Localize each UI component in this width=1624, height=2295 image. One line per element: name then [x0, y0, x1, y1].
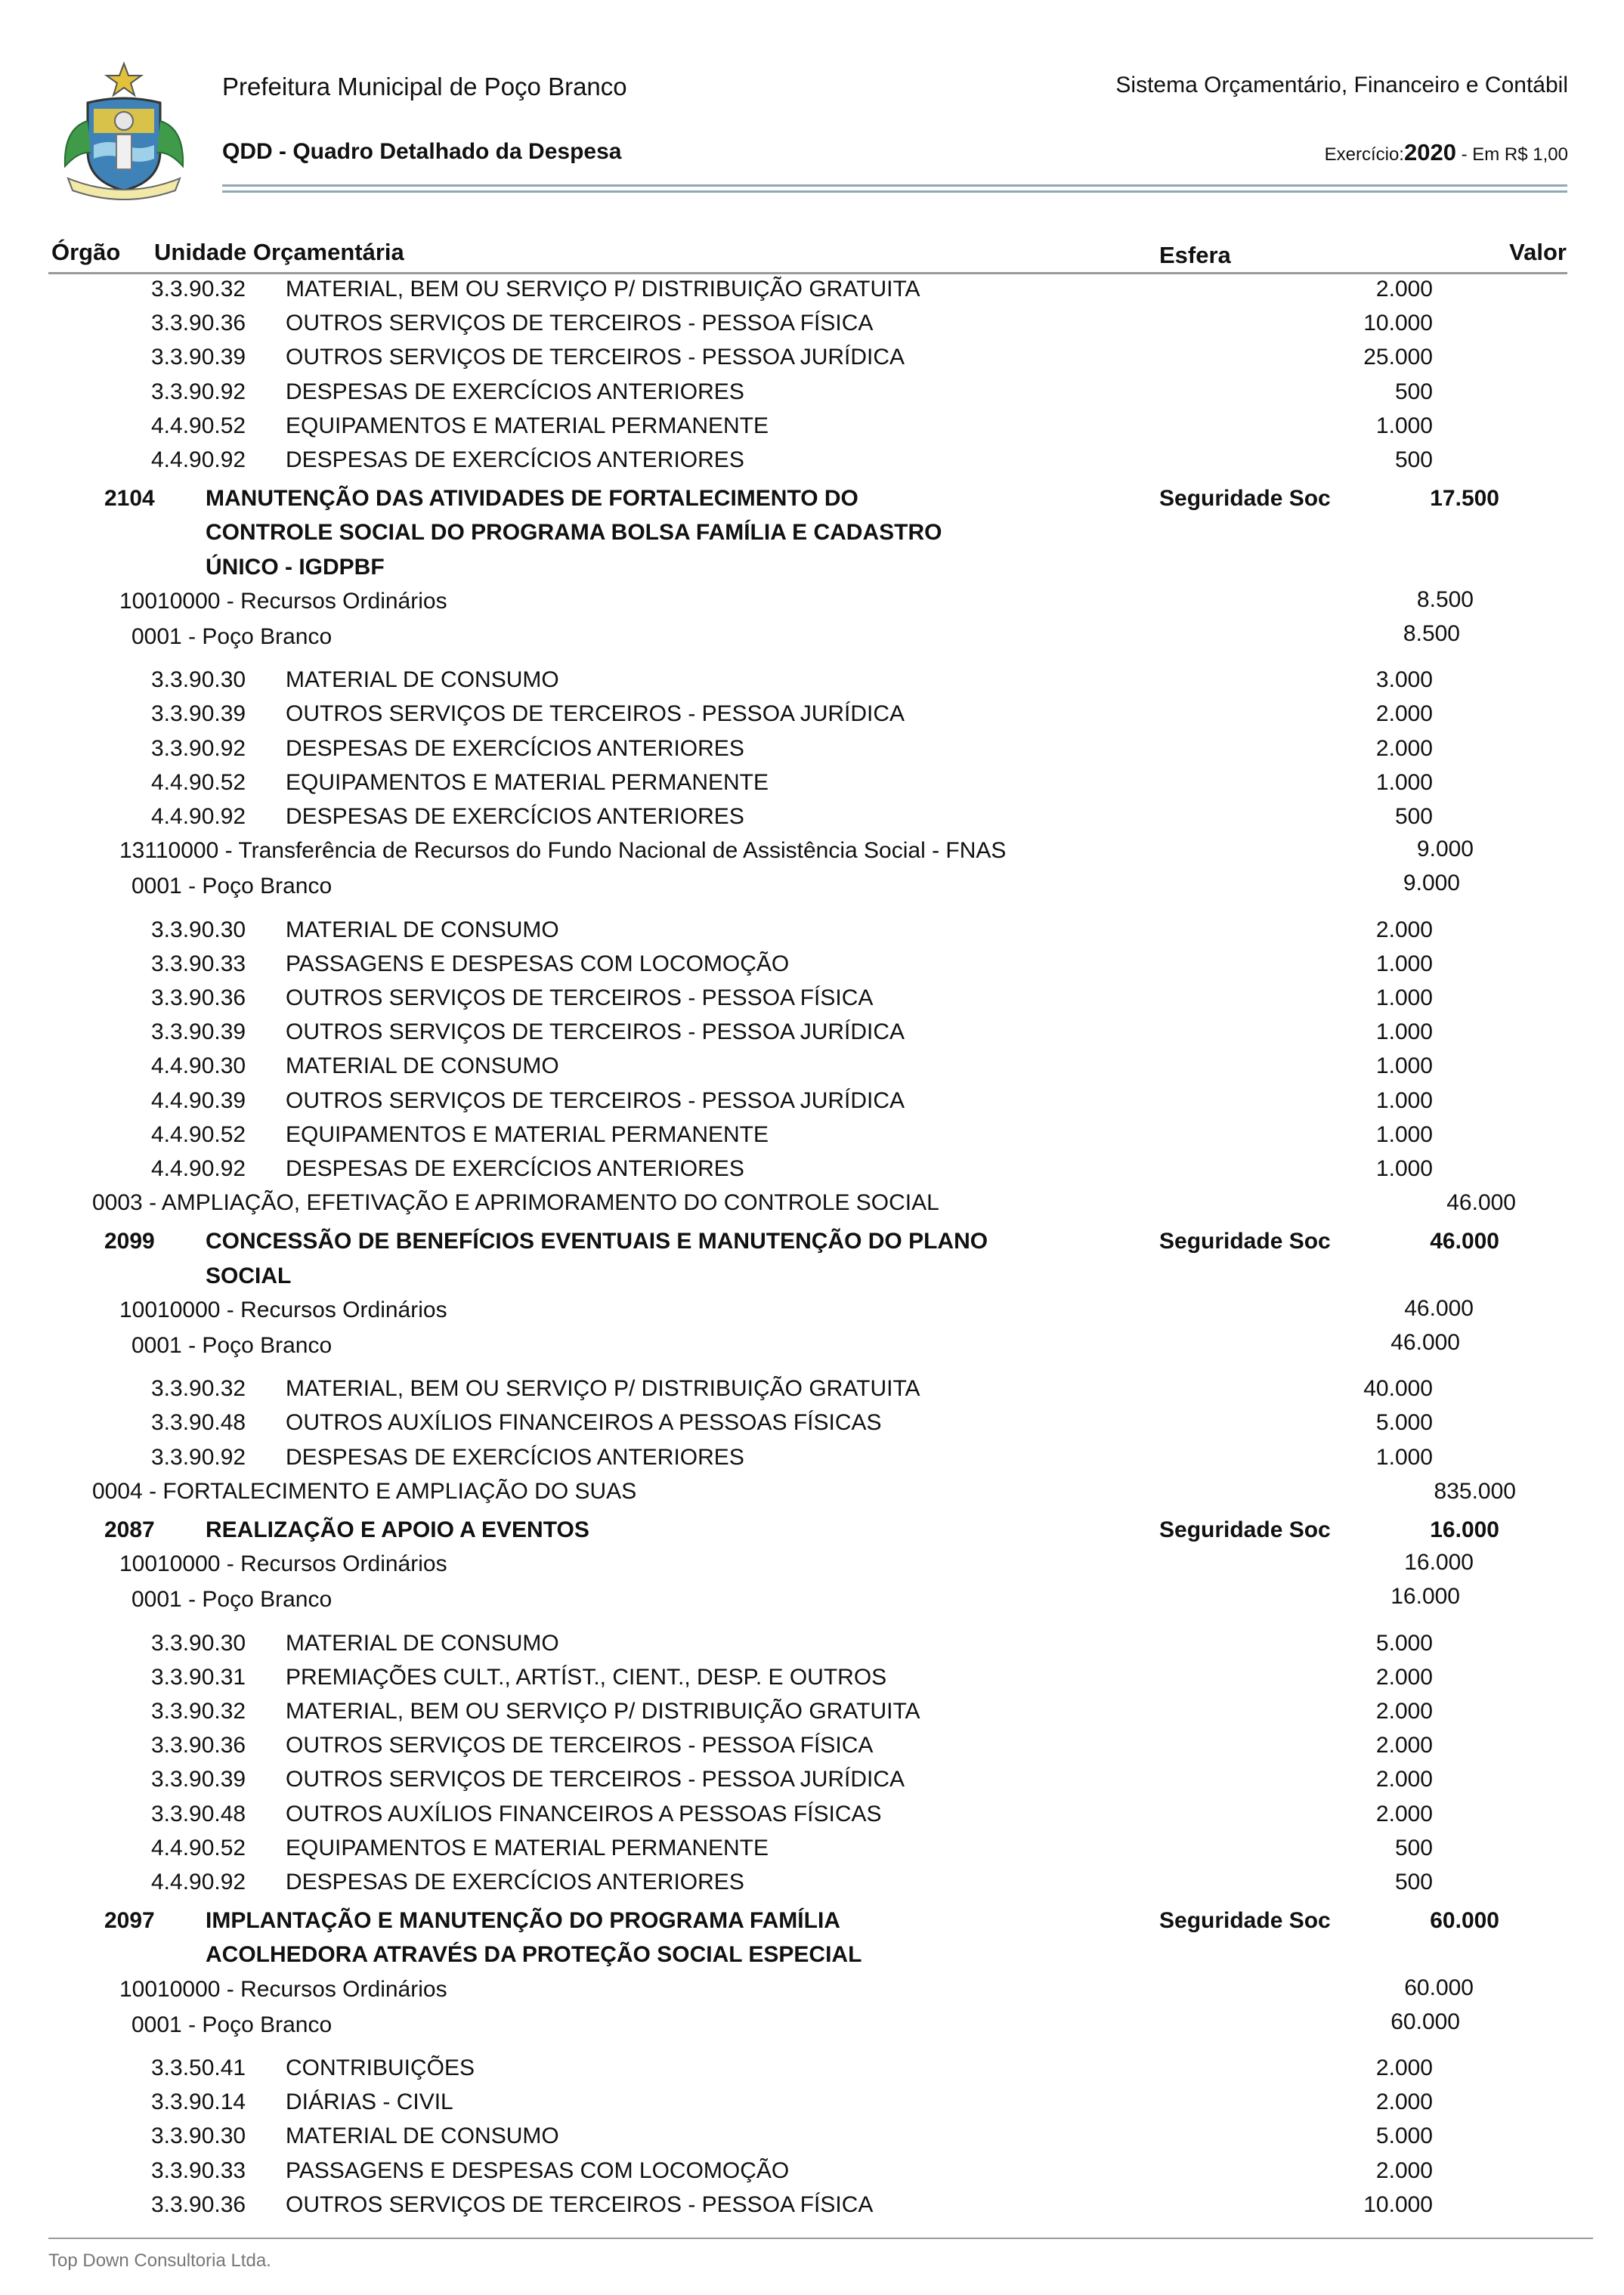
element-code: 3.3.90.32 — [151, 1376, 246, 1402]
resource-source: 10010000 - Recursos Ordinários — [119, 1551, 447, 1577]
element-description: OUTROS AUXÍLIOS FINANCEIROS A PESSOAS FÍSICAS — [286, 1410, 882, 1436]
row-value: 2.000 — [1375, 701, 1433, 727]
element-description: DESPESAS DE EXERCÍCIOS ANTERIORES — [286, 1156, 744, 1181]
element-code: 3.3.90.39 — [151, 701, 246, 727]
element-code: 3.3.90.32 — [151, 1699, 246, 1724]
row-value: 10.000 — [1363, 2191, 1433, 2217]
footer-divider — [48, 2238, 1593, 2239]
element-description: OUTROS SERVIÇOS DE TERCEIROS - PESSOA FÍSICA — [286, 985, 874, 1010]
row-value: 60.000 — [1404, 1975, 1474, 2000]
action-code: 2087 — [104, 1517, 155, 1542]
row-value: 1.000 — [1375, 1087, 1433, 1113]
action-title-line: MANUTENÇÃO DAS ATIVIDADES DE FORTALECIMENTO DO — [206, 486, 858, 512]
currency-note: - Em R$ 1,00 — [1455, 144, 1568, 165]
esfera-value: Seguridade Soc — [1159, 486, 1331, 512]
element-code: 3.3.90.33 — [151, 951, 246, 976]
row-value: 2.000 — [1375, 735, 1433, 761]
element-description: DESPESAS DE EXERCÍCIOS ANTERIORES — [286, 447, 744, 472]
row-value: 2.000 — [1375, 2089, 1433, 2115]
element-code: 3.3.90.32 — [151, 277, 246, 302]
row-value: 1.000 — [1375, 1121, 1433, 1147]
element-description: MATERIAL DE CONSUMO — [286, 667, 559, 693]
row-value: 1.000 — [1375, 413, 1433, 438]
action-title-line: CONTROLE SOCIAL DO PROGRAMA BOLSA FAMÍLIA E CADASTRO — [206, 520, 942, 546]
row-value: 46.000 — [1430, 1229, 1499, 1254]
system-name: Sistema Orçamentário, Financeiro e Contábil — [1115, 73, 1568, 97]
action-title-line: IMPLANTAÇÃO E MANUTENÇÃO DO PROGRAMA FAMÍLIA — [206, 1908, 840, 1934]
row-value: 2.000 — [1375, 1801, 1433, 1826]
element-description: DESPESAS DE EXERCÍCIOS ANTERIORES — [286, 1870, 744, 1894]
row-value: 8.500 — [1416, 586, 1474, 612]
row-value: 40.000 — [1363, 1376, 1433, 1402]
row-value: 46.000 — [1404, 1295, 1474, 1321]
resource-location: 0001 - Poço Branco — [131, 624, 333, 649]
resource-source: 10010000 - Recursos Ordinários — [119, 1976, 447, 2002]
resource-location: 0001 - Poço Branco — [131, 2012, 333, 2037]
element-description: MATERIAL, BEM OU SERVIÇO P/ DISTRIBUIÇÃO GRATUITA — [286, 1376, 920, 1402]
element-description: OUTROS SERVIÇOS DE TERCEIROS - PESSOA JURÍDICA — [286, 701, 905, 727]
element-code: 3.3.90.14 — [151, 2089, 246, 2115]
column-header-unidade: Unidade Orçamentária — [154, 239, 404, 265]
exercise-info — [1325, 139, 1568, 166]
element-code: 4.4.90.52 — [151, 413, 246, 438]
row-value: 8.500 — [1403, 621, 1460, 646]
action-code: 2097 — [104, 1908, 155, 1934]
column-header-divider — [48, 272, 1567, 274]
element-code: 3.3.90.48 — [151, 1801, 246, 1826]
element-code: 3.3.90.39 — [151, 1767, 246, 1792]
resource-source: 13110000 - Transferência de Recursos do Fundo Nacional de Assistência Social - FNAS — [119, 838, 1007, 864]
element-code: 4.4.90.92 — [151, 447, 246, 472]
element-description: EQUIPAMENTOS E MATERIAL PERMANENTE — [286, 413, 769, 438]
column-header-valor: Valor — [1509, 239, 1567, 265]
element-code: 3.3.90.36 — [151, 2191, 246, 2217]
element-description: EQUIPAMENTOS E MATERIAL PERMANENTE — [286, 769, 769, 795]
row-value: 1.000 — [1375, 1156, 1433, 1181]
element-description: MATERIAL DE CONSUMO — [286, 917, 559, 942]
row-value: 1.000 — [1375, 951, 1433, 976]
element-description: DESPESAS DE EXERCÍCIOS ANTERIORES — [286, 804, 744, 829]
footer-company: Top Down Consultoria Ltda. — [48, 2250, 271, 2271]
row-value: 46.000 — [1390, 1330, 1460, 1355]
element-description: EQUIPAMENTOS E MATERIAL PERMANENTE — [286, 1835, 769, 1860]
row-value: 3.000 — [1375, 667, 1433, 693]
report-title: QDD - Quadro Detalhado da Despesa — [222, 139, 622, 164]
action-title-line: SOCIAL — [206, 1263, 292, 1288]
element-description: OUTROS SERVIÇOS DE TERCEIROS - PESSOA JURÍDICA — [286, 1767, 905, 1792]
exercise-label: Exercício: — [1324, 144, 1404, 165]
element-description: MATERIAL, BEM OU SERVIÇO P/ DISTRIBUIÇÃO GRATUITA — [286, 1699, 920, 1724]
element-code: 4.4.90.52 — [151, 1835, 246, 1860]
element-description: OUTROS SERVIÇOS DE TERCEIROS - PESSOA FÍSICA — [286, 311, 874, 336]
element-description: OUTROS SERVIÇOS DE TERCEIROS - PESSOA FÍSICA — [286, 2191, 874, 2217]
element-code: 3.3.90.92 — [151, 1444, 246, 1470]
row-value: 835.000 — [1434, 1478, 1516, 1504]
column-header-esfera: Esfera — [1159, 242, 1231, 268]
action-code: 2104 — [104, 486, 155, 512]
row-value: 500 — [1394, 1870, 1433, 1894]
row-value: 500 — [1394, 804, 1433, 829]
element-description: DIÁRIAS - CIVIL — [286, 2089, 453, 2115]
municipality-name: Prefeitura Municipal de Poço Branco — [222, 73, 627, 101]
row-value: 500 — [1394, 379, 1433, 404]
row-value: 9.000 — [1416, 837, 1474, 862]
resource-location: 0001 - Poço Branco — [131, 1587, 333, 1613]
element-description: OUTROS SERVIÇOS DE TERCEIROS - PESSOA JURÍDICA — [286, 1019, 905, 1045]
row-value: 46.000 — [1446, 1190, 1516, 1216]
action-title-line: CONCESSÃO DE BENEFÍCIOS EVENTUAIS E MANUTENÇÃO DO PLANO — [206, 1229, 988, 1254]
element-description: PASSAGENS E DESPESAS COM LOCOMOÇÃO — [286, 951, 790, 976]
row-value: 500 — [1394, 1835, 1433, 1860]
row-value: 5.000 — [1375, 1410, 1433, 1436]
element-code: 3.3.90.92 — [151, 379, 246, 404]
element-description: CONTRIBUIÇÕES — [286, 2055, 475, 2080]
element-code: 3.3.90.36 — [151, 985, 246, 1010]
row-value: 16.000 — [1404, 1550, 1474, 1576]
action-code: 2099 — [104, 1229, 155, 1254]
element-code: 3.3.90.33 — [151, 2157, 246, 2183]
row-value: 16.000 — [1430, 1517, 1499, 1542]
element-code: 3.3.90.31 — [151, 1664, 246, 1690]
action-title-line: ACOLHEDORA ATRAVÉS DA PROTEÇÃO SOCIAL ESPECIAL — [206, 1942, 862, 1968]
action-title-line: ÚNICO - IGDPBF — [206, 554, 385, 580]
program-line: 0004 - FORTALECIMENTO E AMPLIAÇÃO DO SUAS — [92, 1478, 637, 1504]
element-code: 3.3.90.36 — [151, 1733, 246, 1758]
row-value: 2.000 — [1375, 277, 1433, 302]
row-value: 10.000 — [1363, 311, 1433, 336]
row-value: 2.000 — [1375, 1767, 1433, 1792]
element-description: OUTROS SERVIÇOS DE TERCEIROS - PESSOA FÍSICA — [286, 1733, 874, 1758]
report-header — [0, 0, 1624, 227]
row-value: 1.000 — [1375, 1019, 1433, 1045]
element-description: OUTROS AUXÍLIOS FINANCEIROS A PESSOAS FÍSICAS — [286, 1801, 882, 1826]
element-code: 3.3.90.48 — [151, 1410, 246, 1436]
element-code: 4.4.90.30 — [151, 1053, 246, 1079]
element-description: PREMIAÇÕES CULT., ARTÍST., CIENT., DESP. E OUTROS — [286, 1664, 887, 1690]
element-description: OUTROS SERVIÇOS DE TERCEIROS - PESSOA JURÍDICA — [286, 1087, 905, 1113]
esfera-value: Seguridade Soc — [1159, 1229, 1331, 1254]
element-description: DESPESAS DE EXERCÍCIOS ANTERIORES — [286, 735, 744, 761]
row-value: 16.000 — [1390, 1584, 1460, 1610]
row-value: 25.000 — [1363, 345, 1433, 370]
esfera-value: Seguridade Soc — [1159, 1908, 1331, 1934]
element-code: 4.4.90.52 — [151, 1121, 246, 1147]
header-divider — [222, 190, 1567, 193]
element-description: MATERIAL DE CONSUMO — [286, 1630, 559, 1656]
element-description: OUTROS SERVIÇOS DE TERCEIROS - PESSOA JURÍDICA — [286, 345, 905, 370]
element-code: 3.3.90.39 — [151, 1019, 246, 1045]
program-line: 0003 - AMPLIAÇÃO, EFETIVAÇÃO E APRIMORAMENTO DO CONTROLE SOCIAL — [92, 1190, 939, 1216]
element-code: 4.4.90.52 — [151, 769, 246, 795]
resource-source: 10010000 - Recursos Ordinários — [119, 1297, 447, 1322]
row-value: 2.000 — [1375, 1699, 1433, 1724]
municipal-crest-icon — [48, 60, 200, 204]
row-value: 2.000 — [1375, 917, 1433, 942]
element-description: EQUIPAMENTOS E MATERIAL PERMANENTE — [286, 1121, 769, 1147]
element-description: PASSAGENS E DESPESAS COM LOCOMOÇÃO — [286, 2157, 790, 2183]
element-code: 4.4.90.92 — [151, 1870, 246, 1894]
element-description: MATERIAL DE CONSUMO — [286, 2123, 559, 2149]
row-value: 2.000 — [1375, 2055, 1433, 2080]
row-value: 9.000 — [1403, 871, 1460, 896]
resource-location: 0001 - Poço Branco — [131, 1333, 333, 1358]
row-value: 2.000 — [1375, 1664, 1433, 1690]
row-value: 1.000 — [1375, 985, 1433, 1010]
row-value: 60.000 — [1430, 1908, 1499, 1934]
action-title-line: REALIZAÇÃO E APOIO A EVENTOS — [206, 1517, 589, 1542]
row-value: 5.000 — [1375, 1630, 1433, 1656]
resource-location: 0001 - Poço Branco — [131, 874, 333, 899]
element-code: 3.3.50.41 — [151, 2055, 246, 2080]
element-code: 4.4.90.39 — [151, 1087, 246, 1113]
element-code: 3.3.90.30 — [151, 667, 246, 693]
row-value: 1.000 — [1375, 1444, 1433, 1470]
exercise-year: 2020 — [1403, 139, 1456, 165]
element-code: 4.4.90.92 — [151, 1156, 246, 1181]
header-divider — [222, 184, 1567, 187]
column-header-orgao: Órgão — [51, 239, 121, 265]
element-description: DESPESAS DE EXERCÍCIOS ANTERIORES — [286, 1444, 744, 1470]
row-value: 2.000 — [1375, 2157, 1433, 2183]
element-code: 3.3.90.39 — [151, 345, 246, 370]
element-code: 3.3.90.30 — [151, 1630, 246, 1656]
element-description: MATERIAL DE CONSUMO — [286, 1053, 559, 1079]
element-code: 3.3.90.30 — [151, 917, 246, 942]
element-code: 3.3.90.92 — [151, 735, 246, 761]
row-value: 60.000 — [1390, 2009, 1460, 2034]
esfera-value: Seguridade Soc — [1159, 1517, 1331, 1542]
resource-source: 10010000 - Recursos Ordinários — [119, 588, 447, 614]
element-description: DESPESAS DE EXERCÍCIOS ANTERIORES — [286, 379, 744, 404]
row-value: 17.500 — [1430, 486, 1499, 512]
element-code: 3.3.90.30 — [151, 2123, 246, 2149]
row-value: 5.000 — [1375, 2123, 1433, 2149]
element-description: MATERIAL, BEM OU SERVIÇO P/ DISTRIBUIÇÃO GRATUITA — [286, 277, 920, 302]
element-code: 4.4.90.92 — [151, 804, 246, 829]
row-value: 500 — [1394, 447, 1433, 472]
element-code: 3.3.90.36 — [151, 311, 246, 336]
row-value: 1.000 — [1375, 1053, 1433, 1079]
row-value: 1.000 — [1375, 769, 1433, 795]
row-value: 2.000 — [1375, 1733, 1433, 1758]
